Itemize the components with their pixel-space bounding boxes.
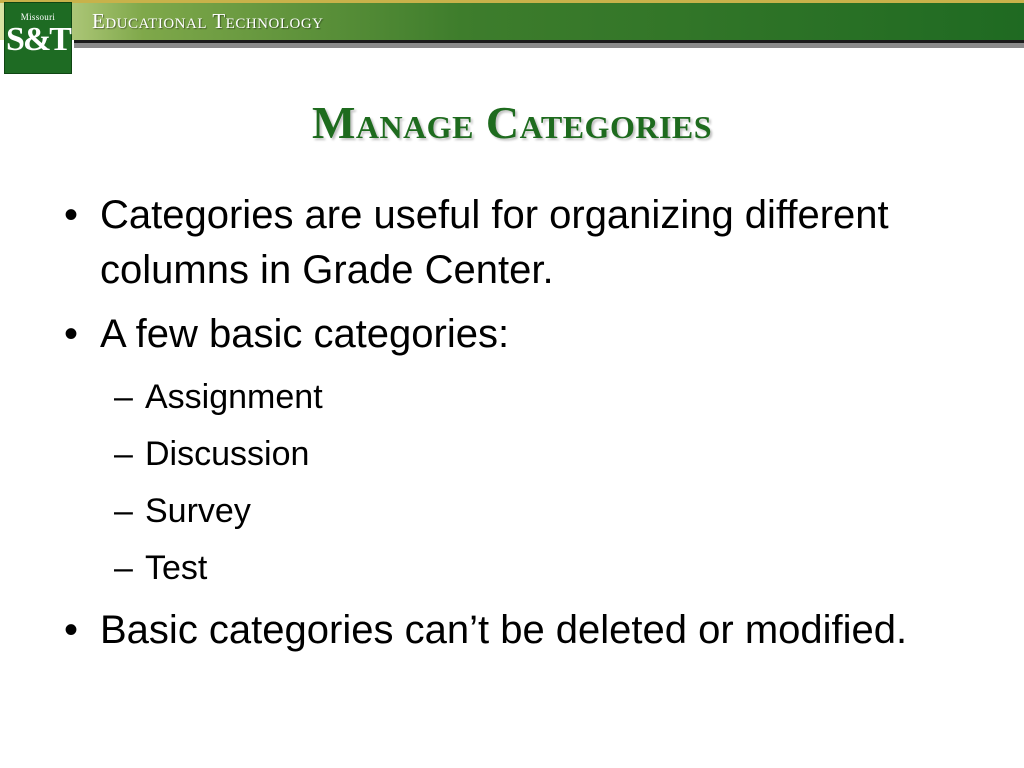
header-title: Educational Technology bbox=[92, 9, 324, 33]
sub-bullet-item bbox=[56, 369, 956, 426]
slide-title: Manage Categories bbox=[311, 97, 713, 148]
dash-icon: – bbox=[114, 549, 133, 587]
bullet-dot-icon: • bbox=[63, 193, 78, 237]
bullet-list bbox=[56, 188, 956, 667]
sub-bullet-text: Assignment bbox=[145, 378, 323, 416]
bullet-item bbox=[56, 307, 956, 362]
sub-bullet-item bbox=[56, 483, 956, 540]
dash-icon: – bbox=[114, 492, 133, 530]
logo-line-1: Missouri bbox=[20, 12, 56, 22]
sub-bullet-text: Test bbox=[145, 549, 208, 587]
bullet-dot-icon: • bbox=[63, 608, 78, 652]
sub-bullet-item bbox=[56, 426, 956, 483]
header-banner bbox=[0, 0, 1024, 48]
dash-icon: – bbox=[114, 378, 133, 416]
bullet-item bbox=[56, 188, 956, 298]
sub-bullet-text: Discussion bbox=[145, 435, 310, 473]
logo-line-2: S&T bbox=[6, 21, 70, 58]
header-divider-gray bbox=[74, 43, 1024, 48]
sub-bullet-list bbox=[56, 369, 956, 597]
sub-bullet-text: Survey bbox=[145, 492, 251, 530]
bullet-dot-icon: • bbox=[63, 312, 78, 356]
bullet-text: Categories are useful for organizing different columns in Grade Center. bbox=[100, 193, 889, 292]
bullet-text: Basic categories can’t be deleted or modified. bbox=[100, 608, 908, 652]
missouri-st-logo bbox=[4, 2, 72, 74]
dash-icon: – bbox=[114, 435, 133, 473]
sub-bullet-item bbox=[56, 540, 956, 597]
header-gold-line bbox=[0, 0, 1024, 3]
bullet-text: A few basic categories: bbox=[100, 312, 510, 356]
bullet-item bbox=[56, 603, 956, 658]
